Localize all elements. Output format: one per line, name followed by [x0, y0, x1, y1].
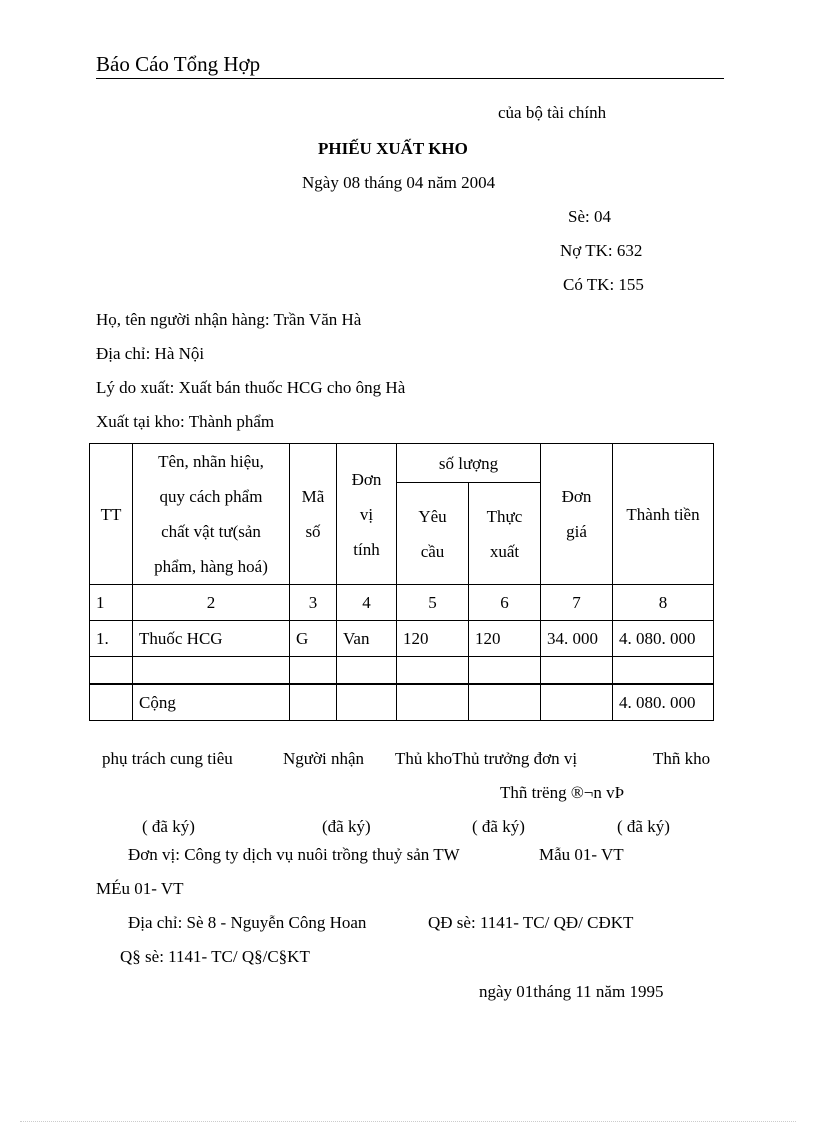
page-bottom-rule [20, 1121, 796, 1122]
total-amount: 4. 080. 000 [613, 684, 714, 721]
unit-line: Đơn vị: Công ty dịch vụ nuôi trồng thuỷ sản TW [128, 845, 460, 864]
slip-date: Ngày 08 tháng 04 năm 2004 [302, 173, 496, 192]
total-row [90, 684, 714, 721]
recipient-line: Họ, tên người nhận hàng: Trần Văn Hà [96, 310, 362, 329]
header-quantity: số lượng [397, 444, 541, 483]
slip-title: PHIẾU XUẤT KHO [318, 139, 468, 158]
header-divider [96, 78, 724, 79]
header-requested: Yêu cầu [397, 483, 469, 585]
column-number: 3 [290, 585, 337, 621]
decision-number-garbled: Q§ sè: 1141- TC/ Q§/C§KT [120, 947, 310, 966]
row-requested: 120 [397, 621, 469, 657]
signed-mark: ( đã ký) [142, 817, 195, 836]
table-row [90, 621, 714, 657]
column-number: 1 [90, 585, 133, 621]
header-title: Báo Cáo Tổng Hợp [96, 52, 261, 76]
row-tt: 1. [90, 621, 133, 657]
total-label: Cộng [133, 684, 290, 721]
row-item-name: Thuốc HCG [133, 621, 290, 657]
row-code: G [290, 621, 337, 657]
header-code: Mã số [290, 444, 337, 585]
column-number-row [90, 585, 714, 621]
debit-account: Nợ TK: 632 [560, 241, 643, 260]
slip-number: Sè: 04 [568, 207, 611, 226]
role-receiver: Người nhận [283, 749, 364, 768]
reason-line: Lý do xuất: Xuất bán thuốc HCG cho ông Hà [96, 378, 406, 397]
form-code-garbled: MÉu 01- VT [96, 879, 184, 898]
form-date: ngày 01tháng 11 năm 1995 [479, 982, 664, 1001]
address-line: Địa chỉ: Hà Nội [96, 344, 205, 363]
column-number: 8 [613, 585, 714, 621]
column-number: 7 [541, 585, 613, 621]
header-tt: TT [90, 444, 133, 585]
column-number: 5 [397, 585, 469, 621]
address-footer: Địa chỉ: Sè 8 - Nguyễn Công Hoan [128, 913, 367, 932]
signed-mark: ( đã ký) [472, 817, 525, 836]
issuer-note: của bộ tài chính [498, 103, 607, 122]
row-amount: 4. 080. 000 [613, 621, 714, 657]
header-unit-price: Đơn giá [541, 444, 613, 585]
row-unit: Van [337, 621, 397, 657]
signed-mark: (đã ký) [322, 817, 371, 836]
header-unit: Đơn vị tính [337, 444, 397, 585]
empty-row [90, 657, 714, 684]
head-of-unit-garbled: Thñ trëng ®¬n vÞ [500, 783, 625, 802]
header-amount: Thành tiền [613, 444, 714, 585]
role-storekeeper-garbled: Thñ kho [653, 749, 711, 768]
column-number: 4 [337, 585, 397, 621]
column-number: 2 [133, 585, 290, 621]
header-actual: Thực xuất [469, 483, 541, 585]
issue-slip-table [89, 443, 714, 721]
decision-number: QĐ sè: 1141- TC/ QĐ/ CĐKT [428, 913, 634, 932]
row-actual: 120 [469, 621, 541, 657]
column-number: 6 [469, 585, 541, 621]
signed-mark: ( đã ký) [617, 817, 670, 836]
form-code: Mẫu 01- VT [539, 845, 624, 864]
row-unit-price: 34. 000 [541, 621, 613, 657]
role-storekeeper-head: Thủ khoThủ trưởng đơn vị [395, 749, 578, 768]
credit-account: Có TK: 155 [563, 275, 644, 294]
warehouse-line: Xuất tại kho: Thành phẩm [96, 412, 275, 431]
header-item-name: Tên, nhãn hiệu, quy cách phẩm chất vật tư(sản phẩm, hàng hoá) [133, 444, 290, 585]
role-supply-manager: phụ trách cung tiêu [102, 749, 233, 768]
table-header-row [90, 444, 714, 483]
